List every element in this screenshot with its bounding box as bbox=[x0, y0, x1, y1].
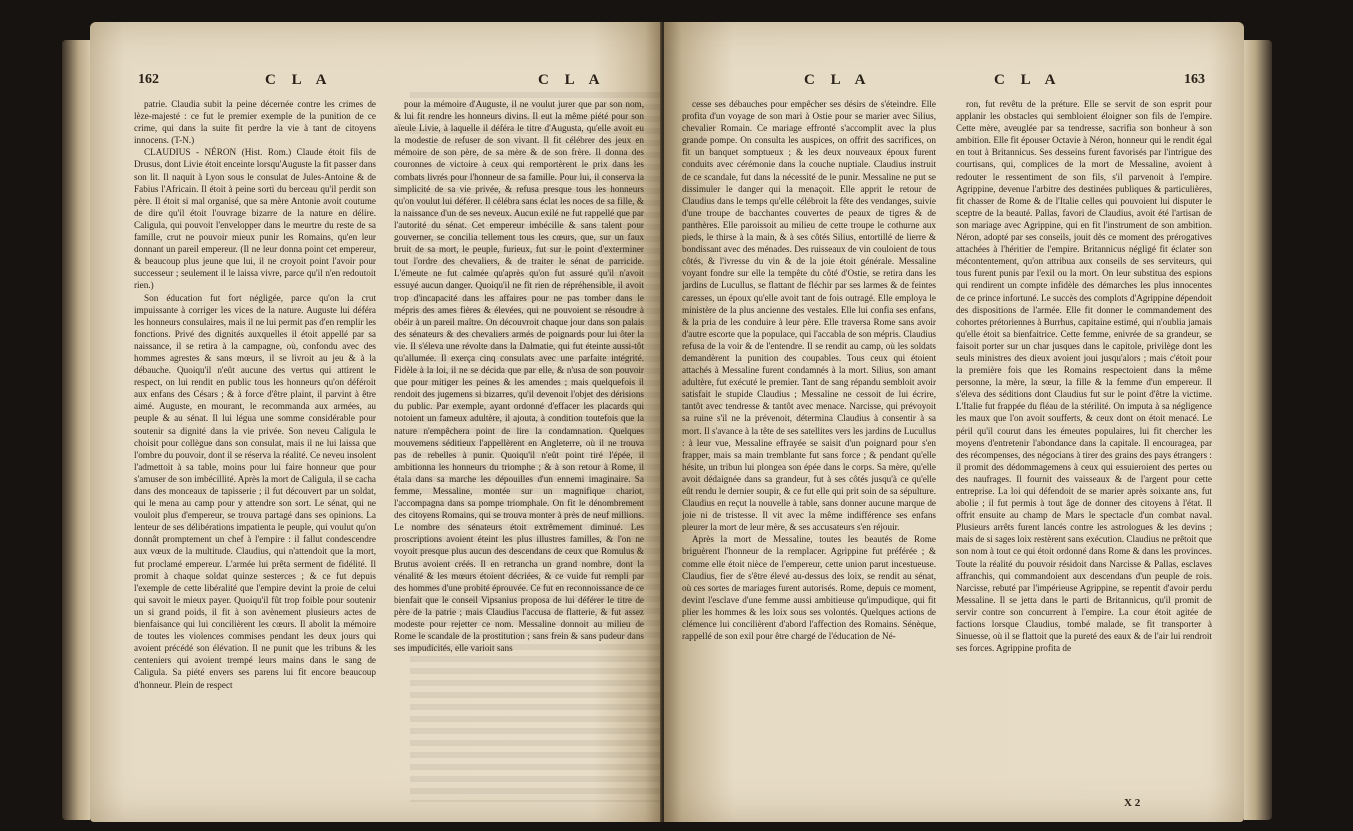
book-edge-left bbox=[62, 40, 90, 820]
page-number: 162 bbox=[138, 72, 159, 87]
paragraph: CLAUDIUS - NÉRON (Hist. Rom.) Claude étoit fils de Drusus, dont Livie étoit enceinte lorsqu'Auguste la fit passer dans son lit. Il naquit à Lyon sous le consulat de Jules-Antoine & de Fabius l'Africain. Il étoit à peine sorti du berceau qu'il perdit son père. Il étoit si mal organisé, que sa mère Antonie avoit coutume de dire qu'il étoit l'ouvrage bizarre de la nature en délire. Caligula, qui pouvoit l'envelopper dans le meurtre du reste de sa famille, crut ne pouvoir mieux punir les Romains, qu'en leur donnant un pareil empereur. (Il ne leur donna point cet empereur, & beaucoup plus jeune que lui, il ne croyoit point l'avoir pour successeur ; seulement il le laissa vivre, parce qu'il n'en redoutoit rien.) bbox=[134, 147, 376, 291]
right-page bbox=[664, 22, 1244, 822]
paragraph: Son éducation fut fort négligée, parce qu'on la crut impuissante à corriger les vices de la nature. Auguste lui déféra les honneurs consulaires, mais il ne lui permit pas d'en remplir les fonctions. Privé des dignités auxquelles il étoit appellé par sa naissance, il se retira à la campagne, où, confondu avec des hommes agrestes & sans mœurs, il se livroit au jeu & à la débauche. Quoiqu'il n'eût aucune des vertus qui attirent le respect, on lui rendit en public tous les honneurs qu'on déféroit aux enfans des Césars ; & à force d'être plaint, il parvint à être aimé. Auguste, en mourant, le recommanda aux armées, au peuple & au sénat. Il lui légua une somme considérable pour soutenir sa dignité dans la vie privée. Son neveu Caligula le choisit pour collègue dans son consulat, mais il ne lui laissa que l'ombre du pouvoir, dont il se réserva la réalité. Ce neveu insolent l'admettoit à sa table, moins pour lui faire honneur que pour s'amuser de son imbécillité. Après la mort de Caligula, il se cacha dans des monceaux de tapisserie ; il fut découvert par un soldat, qui le mena au camp pour y attendre son sort. Le sénat, qui ne vouloit plus d'empereur, se trouva partagé dans ses opinions. La lenteur de ses délibérations impatienta le peuple, qui voulut qu'on donnât promptement un chef à l'empire : il fallut condescendre aux vœux de la multitude. Claudius, qui n'attendoit que la mort, fut proclamé empereur. L'armée lui prêta serment de fidélité. Il promit à chaque soldat quinze sesterces ; & ce fut depuis l'exemple de cette libéralité que l'empire devint la proie de celui qui savoit le mieux payer. Quoiqu'il fût trop foible pour soutenir un si grand poids, il fit à son avènement plusieurs actes de bienfaisance qui lui concilièrent les cœurs. Il abolit la mémoire de toutes les violences commises pendant les deux jours qui avoient précédé son élévation. Il ne punit que les tribuns & les centeniers qui avoient trempé leurs mains dans le sang de Caligula. Sa piété envers ses parens lui fit encore beaucoup d'honneur. Plein de respect bbox=[134, 292, 376, 690]
text-column-1 bbox=[682, 98, 936, 803]
book-edge-right bbox=[1244, 40, 1272, 820]
paragraph: ron, fut revêtu de la préture. Elle se servit de son esprit pour applanir les obstacles qui sembloient éloigner son fils de l'empire. Cette mère, aveuglée par sa tendresse, sacrifia son bonheur à son ambition. Elle fit épouser Octavie à Néron, honneur qui le rendit égal en tout à Britannicus. Ses desseins furent favorisés par l'intrigue des courtisans, qui, complices de la mort de Messaline, avoient à redouter le ressentiment de son fils, s'il parvenoit à l'empire. Agrippine, devenue l'arbitre des destinées publiques & particulières, fit chasser de Rome & de l'Italie celles qui pouvoient lui disputer le sceptre de la beauté. Pallas, favori de Claudius, avoit été l'artisan de son mariage avec Agrippine, qui en fit l'instrument de son ambition. Néron, adopté par ses conseils, jouit dès ce moment des prérogatives attachées à l'héritier de l'empire. Britannicus négligé fit éclater son mécontentement, qu'on attribua aux conseils de ses serviteurs, qui tous furent punis par l'exil ou la mort. On leur substitua des espions qui rendirent un compte infidèle des démarches les plus innocentes de ce prince infortuné. Le succès des complots d'Agrippine dépendoit des dispositions de l'armée. Elle fit donner le commandement des cohortes prétoriennes à Burrhus, capitaine estimé, qui n'oublia jamais qu'elle étoit sa bienfaitrice. Cette femme, enivrée de sa grandeur, se faisoit porter sur un char jusques dans le capitole, privilège dont les seuls ministres des dieux avoient joui jusqu'alors ; mais c'étoit pour la première fois que les Romains respectoient dans la même personne, la mère, la sœur, la fille & la femme d'un empereur. Il s'éleva des séditions dont Claudius fut sur le point d'être la victime. L'Italie fut frappée du fléau de la stérilité. On imputa à sa négligence les maux que l'on avoit soufferts, & ceux dont on étoit menacé. Le péril qu'il courut dans les émeutes populaires, lui fit chercher les moyens d'entretenir l'abondance dans la capitale. Il encouragea, par des récompenses, des négocians à tirer des grains des pays étrangers : il promit des dédommagemens à ceux qui essuieroient des pertes ou des naufrages. Il fournit des vaisseaux & de l'argent pour cette entreprise. La loi qui défendoit de se marier après soixante ans, fut abolie ; il fut permis à tout âge de donner des citoyens à l'état. Il offrit ensuite au champ de Mars le spectacle d'un combat naval. Plusieurs arrêts furent lancés contre les astrologues & les devins ; mais de si sages loix restèrent sans exécution. Claudius ne prêtoit que son nom à tout ce qui étoit ordonné dans Rome & dans les provinces. Toute la réalité du pouvoir résidoit dans Narcisse & Pallas, esclaves affranchis, qui commandoient aux descendans d'un peuple de rois. Narcisse, rebuté par l'impérieuse Agrippine, se repentit d'avoir perdu Messaline. Il se jetta dans le parti de Britannicus, qu'il promit de servir contre son concurrent à l'empire. La cour étoit agitée de factions lorsque Claudius, tombé malade, se fit transporter à Sinuesse, où il se flattoit que la pureté des eaux & de l'air lui rendroit ses forces. Agrippine profita de bbox=[956, 99, 1212, 654]
running-head: C L A bbox=[265, 72, 333, 88]
running-head-right: C L A bbox=[538, 72, 606, 88]
text-column-2 bbox=[956, 98, 1212, 803]
running-head: C L A bbox=[804, 72, 872, 88]
text-column-1 bbox=[134, 98, 376, 803]
text-column-2 bbox=[394, 98, 644, 803]
paragraph: cesse ses débauches pour empêcher ses désirs de s'éteindre. Elle profita d'un voyage de son mari à Ostie pour se marier avec Silius, chevalier Romain. Ce mariage effronté s'accomplit avec la plus grande pompe. On consulta les auspices, on offrit des sacrifices, on fit un banquet somptueux ; & les deux nouveaux époux furent conduits avec cérémonie dans la couche nuptiale. Claudius instruit de ce scandale, fut dans la nécessité de le punir. Messaline ne put se dissimuler le danger qui la menaçoit. Elle apprit le retour de Claudius dans le temps qu'elle célébroit la fête des vendanges, suivie d'une troupe de bacchantes couvertes de peaux de tigres & de panthères. Elle paroissoit au milieu de cette troupe le cothurne aux pieds, le thirse à la main, & à ses côtés Silius, entortillé de lierre & bondissant avec des ménades. Des ruisseaux de vin couloient de tous côtés, & l'ivresse du vin & de la joie étoit générale. Messaline voyant fondre sur elle la tempête du côté d'Ostie, se retira dans les jardins de Lucullus, se flattant de fléchir par ses larmes & de feintes caresses, un époux qu'elle avoit tant de fois outragé. Elle employa le ministère de la plus ancienne des vestales. Elle lui confia ses enfans, & la pria de les conduire à leur père. Elle traversa Rome sans avoir d'autre escorte que la populace, qui l'accabla de son mépris. Claudius refusa de la voir & de l'entendre. Il se rendit au camp, où les soldats demandèrent la punition des coupables. Tous ceux qui étoient attachés à Messaline furent condamnés à la mort. Silius, son amant adultère, fut exécuté le premier. Tant de sang répandu sembloit avoir satisfait le stupide Claudius ; Messaline ne cessoit de lui écrire, tantôt avec tendresse & tantôt avec menace. Narcisse, qui prévoyoit sa ruine s'il ne la prévenoit, détermina Claudius à consentir à sa mort. Il s'avance à la tête de ses satellites vers les jardins de Lucullus : à leur vue, Messaline effrayée se saisit d'un poignard pour s'en frapper, mais sa main tremblante fut sans force ; & pendant qu'elle hésite, un tribun lui plongea son épée dans le corps. Sa mère, qu'elle avoit dédaignée dans sa grandeur, fut à ses côtés jusqu'à ce qu'elle eût rendu le dernier soupir, & ce fut elle qui prit soin de sa sépulture. Claudius en reçut la nouvelle à table, sans donner aucune marque de joie ni de tristesse. Il vit avec la même indifférence ses enfans pleurer la mort de leur mère, & ses accusateurs s'en réjouir. bbox=[682, 99, 936, 533]
signature-mark: X 2 bbox=[1124, 797, 1141, 809]
paragraph: patrie. Claudia subit la peine décernée contre les crimes de lèze-majesté : ce fut le premier exemple de la punition de ce crime, qui dans la suite fit perdre la vie à tant de citoyens innocens. (T-N.) bbox=[134, 99, 376, 146]
page-number: 163 bbox=[1184, 72, 1205, 87]
running-head-right: C L A bbox=[994, 72, 1062, 88]
paragraph: pour la mémoire d'Auguste, il ne voulut jurer que par son nom, & lui fit rendre les honneurs divins. Il eut la même piété pour son aïeule Livie, à laquelle il déféra le titre d'Augusta, qu'elle avoit eu la modestie de refuser de son vivant. Il fit célébrer des jeux en mémoire de son père, de sa mère & de son frère. Il donna des couronnes de victoire à ceux qui remportèrent le prix dans les combats livrés pour l'honneur de sa famille. Pour lui, il conserva la simplicité de sa vie privée, & refusa presque tous les honneurs qu'on voulut lui déférer. Il célébra sans éclat les noces de sa fille, & la naissance d'un de ses neveux. Aucun exilé ne fut rappellé que par l'autorité du sénat. Cet empereur imbécille & sans talent pour gouverner, se concilia tellement tous les cœurs, que, sur un faux bruit de sa mort, le peuple, furieux, fut sur le point d'exterminer tout l'ordre des chevaliers, & de traiter le sénat de parricide. L'émeute ne fut calmée qu'après qu'on fut assuré qu'il n'avoit essuyé aucun danger. Quoiqu'il ne fît rien de répréhensible, il avoit trop d'incapacité dans les affaires pour ne pas tomber dans le mépris des ames fières & élevées, qui ne pouvoient se résoudre à obéir à un pareil maître. On découvroit chaque jour dans son palais des sénateurs & des chevaliers armés de poignards pour lui ôter la vie. Il s'éleva une révolte dans la Dalmatie, qui fut éteinte aussi-tôt qu'allumée. Il exerça cinq consulats avec une parfaite intégrité. Fidèle à la loi, il ne se décida que par elle, & n'usa de son pouvoir que pour mitiger les peines & les amendes ; mais quelquefois il rendoit des jugemens si bizarres, qu'il devenoit l'objet des dérisions du public. Par exemple, ayant ordonné d'effacer les placards qui notoient un fameux adultère, il ajouta, à condition toutefois que la nature n'empêchera point de lire la condamnation. Quelques mouvemens séditieux l'appellèrent en Angleterre, où il ne trouva pas de rebelles à punir. Quoiqu'il n'eût point tiré l'épée, il ambitionna les honneurs du triomphe ; & à son retour à Rome, il étala dans sa marche les dépouilles d'un ennemi imaginaire. Sa femme, Messaline, montée sur un magnifique chariot, l'accompagna dans sa pompe triomphale. On fit le dénombrement des citoyens Romains, qui se trouva monter à près de neuf millions. Le nombre des sénateurs étoit extrêmement diminué. Les proscriptions avoient éteint les plus illustres familles, & l'on ne voyoit presque plus aucun des descendans de ceux que Romulus & Brutus avoient créés. Il en retrancha un grand nombre, dont la vénalité & les mœurs étoient décriées, & ce vuide fut rempli par des hommes d'une probité éprouvée. Ce fut en reconnoissance de ce bienfait que le conseil Vipsanius proposa de lui déférer le titre de père de la patrie ; mais Claudius l'accusa de flatterie, & fut assez modeste pour rejetter ce nom. Messaline donnoit au milieu de Rome le scandale de la prostitution ; sans frein & sans pudeur dans ses impudicités, elle varioit sans bbox=[394, 99, 644, 654]
left-page bbox=[90, 22, 662, 822]
paragraph: Après la mort de Messaline, toutes les beautés de Rome briguèrent l'honneur de la remplacer. Agrippine fut préférée ; & comme elle étoit nièce de l'empereur, cette union parut incestueuse. Claudius, fier de s'être élevé au-dessus des loix, se rendit au sénat, où ces sortes de mariages furent autorisés. Rome, depuis ce moment, devint l'esclave d'une femme aussi ambitieuse qu'impudique, qui fit plier les hommes & les loix sous ses volontés. Quelques actions de clémence lui concilièrent d'abord l'affection des Romains. Sénèque, rappellé de son exil pour être chargé de l'éducation de Né- bbox=[682, 534, 936, 642]
